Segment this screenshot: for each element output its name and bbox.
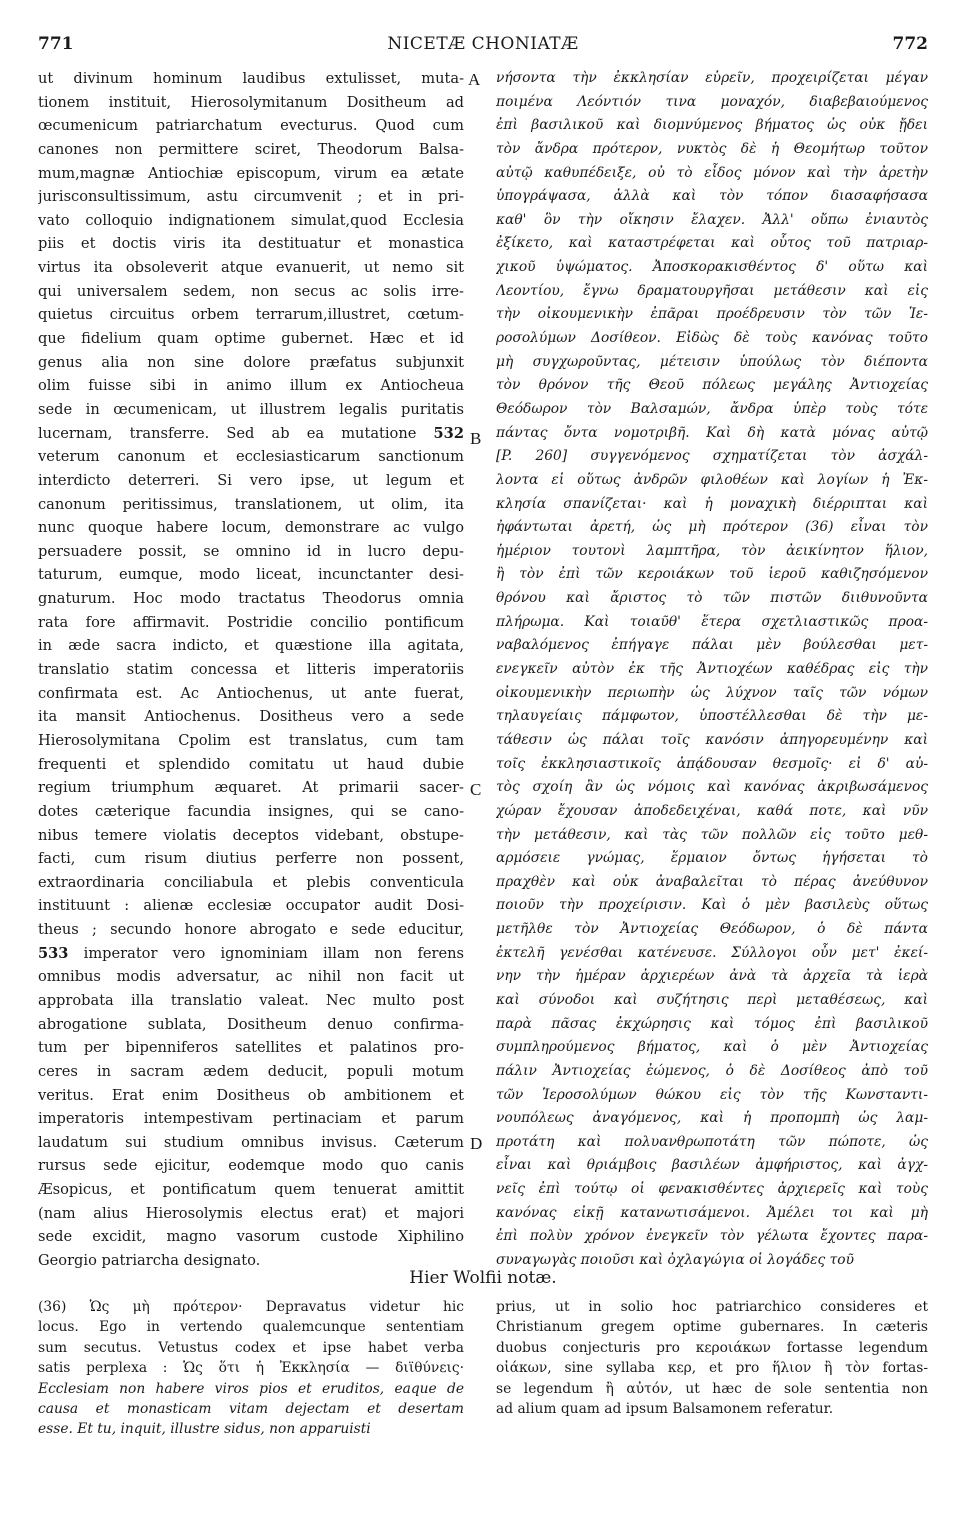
greek-line: ροσολύμων Δοσίθεον. Εἰδὼς δὲ τοὺς κανόνας τοῦτο bbox=[496, 330, 928, 347]
latin-line: canonum peritissimus, translationem, ut olim, ita bbox=[38, 495, 464, 513]
latin-line: ita mansit Antiochenus. Dositheus vero a sede bbox=[38, 708, 464, 726]
note-line: sum secutus. Vetustus codex et ipse habet verba bbox=[38, 1339, 464, 1356]
greek-line: χώραν ἔχουσαν ἀποδεδειχέναι, καθά ποτε, καὶ νῦν bbox=[496, 802, 928, 819]
latin-line: imperatoris intempestivam pertinaciam et parum bbox=[38, 1110, 464, 1128]
latin-line: genus alia non sine dolore præfatus subjunxit bbox=[38, 353, 464, 371]
latin-line: Hierosolymitana Cpolim est translatus, cum tam bbox=[38, 731, 464, 749]
latin-line: ut divinum hominum laudibus extulisset, muta- bbox=[38, 70, 464, 87]
latin-line: in æde sacra indicto, et quæstione illa agitata, bbox=[38, 637, 464, 655]
greek-line: τὸν ἄνδρα πρότερον, νυκτὸς δὲ ἡ Θεομήτωρ τοῦτον bbox=[496, 140, 928, 157]
greek-line: ἐξίκετο, καὶ καταστρέφεται καὶ οὗτος τοῦ πατριαρ- bbox=[496, 235, 928, 252]
greek-line: τοῖς ἐκκλησιαστικοῖς ἀπᾴδουσαν θεσμοῖς· εἰ δ' αὐ- bbox=[496, 755, 928, 772]
latin-line: rursus sede ejicitur, eodemque modo quo canis bbox=[38, 1157, 464, 1175]
latin-line: Georgio patriarcha designato. bbox=[38, 1252, 261, 1270]
greek-line: καθ' ὃν τὴν οἴκησιν ἔλαχεν. Ἀλλ' οὔπω ἐνιαυτὸς bbox=[496, 211, 928, 228]
greek-line: εἶναι καὶ θριάμβοις βασιλέων ἀμφήριστος, καὶ ἀγχ- bbox=[496, 1157, 928, 1174]
note-line: Christianum gregem optime gubernares. In cæteris bbox=[496, 1319, 928, 1336]
greek-line: πραχθὲν καὶ οὐκ ἀναβαλεῖται τὸ πέρας ἀνεύθυνον bbox=[496, 873, 928, 890]
note-line: (36) Ὡς μὴ πρότερον· Depravatus videtur hic bbox=[38, 1299, 464, 1315]
greek-line: νουπόλεως ἀναγόμενος, καὶ ἡ προπομπὴ ὡς λαμ- bbox=[496, 1110, 928, 1127]
latin-line: instituunt : alienæ ecclesiæ occupator audit Dosi- bbox=[38, 897, 464, 915]
note-line: duobus conjecturis pro κεροιάκων fortasse legendum bbox=[496, 1339, 928, 1356]
latin-line: interdicto deterreri. Si vero ipse, ut legum et bbox=[38, 471, 464, 489]
greek-line: μὴ συγχωροῦντας, μέτεισιν ὑπούλως τὸν διέποντα bbox=[496, 353, 928, 370]
greek-line: προτάτη καὶ πολυανθρωποτάτη τῶν πώποτε, ὡς bbox=[496, 1133, 928, 1150]
latin-line: nibus temere violatis deceptos videbant, obstupe- bbox=[38, 826, 464, 844]
latin-line: virtus ita obsoleverit atque evanuerit, ut nemo sit bbox=[38, 259, 464, 277]
page-number-right: 772 bbox=[892, 34, 928, 54]
greek-line: ὑπογράψασα, ἀλλὰ καὶ τὸν τόπον διασαφήσασα bbox=[496, 188, 928, 205]
latin-line: mum,magnæ Antiochiæ episcopum, virum ea ætate bbox=[38, 164, 464, 182]
greek-line: ποιοῦν τὴν προχείρισιν. Καὶ ὁ μὲν βασιλεὺς οὕτως bbox=[496, 897, 928, 914]
latin-line: translatio statim concessa et litteris imperatoriis bbox=[38, 661, 464, 679]
latin-line: Æsopicus, et pontificatum quem tenuerat amittit bbox=[38, 1181, 464, 1199]
greek-line: καὶ σύνοδοι καὶ συζήτησις περὶ μεταθέσεως, καὶ bbox=[496, 991, 928, 1008]
greek-line: αὐτῷ καθυπέδειξε, οὐ τὸ εἶδος μόνον καὶ τὴν ἀρετὴν bbox=[496, 164, 928, 181]
greek-line: Θεόδωρον τὸν Βαλσαμών, ἄνδρα ὑπὲρ τοὺς τότε bbox=[496, 400, 928, 417]
latin-line: laudatum sui studium omnibus invisus. Cæterum bbox=[38, 1133, 464, 1151]
latin-line: dotes cæterique facundia insignes, qui se cano- bbox=[38, 802, 464, 820]
greek-line: παρὰ πᾶσας ἐκχώρησις καὶ τόμος ἐπὶ βασιλικοῦ bbox=[496, 1015, 928, 1032]
greek-line: ἐπὶ βασιλικοῦ καὶ διομνύμενος βήματος ὡς οὐκ ᾔδει bbox=[496, 117, 928, 134]
note-line: Ecclesiam non habere viros pios et eruditos, eaque de bbox=[38, 1380, 464, 1397]
greek-line: αρμόσειε γνώμας, ἕρμαιον ὄντως ἡγήσεται τὸ bbox=[496, 850, 928, 867]
greek-line: τάθεσιν ὡς πάλαι τοῖς κανόσιν ἀπηγορευμένην καὶ bbox=[496, 731, 928, 748]
greek-line: οἰκουμενικὴν περιωπὴν ὡς λύχνον ταῖς τῶν νόμων bbox=[496, 684, 928, 701]
greek-line: νην τὴν ἡμέραν ἀρχιερέων ἀνὰ τὰ ἀρχεῖα τὰ ἱερὰ bbox=[496, 968, 928, 985]
notes-left-column bbox=[38, 1297, 464, 1440]
greek-line: τὴν μετάθεσιν, καὶ τὰς τῶν πολλῶν εἰς τοῦτο μεθ- bbox=[496, 826, 928, 843]
greek-line: νήσοντα τὴν ἐκκλησίαν εὑρεῖν, προχειρίζεται μέγαν bbox=[496, 70, 928, 86]
greek-line: πάντας ὄντα νομοτριβῆ. Καὶ δὴ κατὰ μόνας αὐτῷ bbox=[496, 424, 928, 441]
greek-line: συναγωγὰς ποιοῦσι καὶ ὀχλαγώγια οἱ λογάδες τοῦ bbox=[496, 1252, 854, 1269]
greek-line: κανόνας εἰκῇ κατανωτισάμενοι. Ἀμέλει τοι καὶ μὴ bbox=[496, 1204, 928, 1221]
column-number: 532 bbox=[433, 424, 464, 442]
greek-line: μετῆλθε τὸν Ἀντιοχείας Θεόδωρον, ὁ δὲ πάντα bbox=[496, 921, 928, 938]
greek-line: τηλαυγείαις πάμφωτον, ὑποστέλλεσθαι δὲ τὴν με- bbox=[496, 708, 928, 725]
latin-line: piis et doctis viris ita destituatur et monastica bbox=[38, 235, 464, 253]
latin-line: vato colloquio indignationem simulat,quod Ecclesia bbox=[38, 211, 464, 229]
greek-line: ἢ τὸν ἐπὶ τῶν κεροιάκων τοῦ ἱεροῦ καθιζησόμενον bbox=[496, 566, 928, 583]
latin-line: persuadere possit, se omnino id in lucro depu- bbox=[38, 542, 464, 560]
note-line: causa et monasticam vitam dejectam et desertam bbox=[38, 1400, 464, 1417]
note-line: prius, ut in solio hoc patriarchico consideres et bbox=[496, 1299, 928, 1315]
latin-line: gnaturum. Hoc modo tractatus Theodorus omnia bbox=[38, 590, 464, 608]
latin-line: quietus circuitus orbem terrarum,illustret, cœtum- bbox=[38, 306, 464, 324]
running-title: NICETÆ CHONIATÆ bbox=[387, 34, 579, 54]
latin-line: frequenti et splendido comitatu ut haud dubie bbox=[38, 755, 464, 773]
greek-line: ἐπὶ πολὺν χρόνον ἐνεγκεῖν τὸν γέλωτα ἔχοντες παρα- bbox=[496, 1228, 928, 1245]
greek-line: χικοῦ ὑψώματος. Ἀποσκορακισθέντος δ' οὕτω καὶ bbox=[496, 259, 928, 276]
latin-line: facti, cum risum diutius perferre non possent, bbox=[38, 850, 464, 868]
greek-line: λοντα εἰ οὕτως ἀνδρῶν φιλοθέων καὶ λογίων ἡ Ἐκ- bbox=[496, 471, 928, 488]
latin-line: 533 imperator vero ignominiam illam non ferens bbox=[38, 944, 464, 962]
latin-line: taturum, eumque, modo liceat, incunctanter desi- bbox=[38, 566, 464, 584]
greek-line: ποιμένα Λεόντιόν τινα μοναχόν, διαβεβαιούμενος bbox=[496, 93, 928, 110]
latin-line: olim fuisse sibi in animo illum ex Antiocheua bbox=[38, 377, 464, 395]
latin-line: qui universalem sedem, non secus ac solis irre- bbox=[38, 282, 464, 300]
greek-line: τὸς σχοίη ἂν ὡς νόμοις καὶ κανόνας ἀκριβωσάμενος bbox=[496, 779, 928, 796]
latin-line: omnibus modis adversatur, ac nihil non facit ut bbox=[38, 968, 464, 986]
greek-line: τὸν θρόνον τῆς Θεοῦ πόλεως μεγάλης Ἀντιοχείας bbox=[496, 377, 928, 394]
running-header bbox=[38, 34, 928, 58]
latin-line: nunc quoque habere locum, demonstrare ac vulgo bbox=[38, 519, 464, 537]
note-line: satis perplexa : Ὡς ὅτι ἡ Ἐκκλησία — διϊθύνεις· bbox=[38, 1360, 464, 1377]
margin-letter-c: C bbox=[470, 780, 482, 799]
note-line: se legendum ἢ αὐτόν, ut hæc de sole sententia non bbox=[496, 1380, 928, 1397]
latin-line: lucernam, transferre. Sed ab ea mutatione 532 bbox=[38, 424, 464, 442]
greek-line: πάλιν Ἀντιοχείας ἐώμενος, ὁ δὲ Δοσίθεος ἀπὸ τοῦ bbox=[496, 1062, 928, 1079]
latin-line: jurisconsultissimum, astu circumvenit ; et in pri- bbox=[38, 188, 464, 206]
latin-line: (nam alius Hierosolymis electus erat) et majori bbox=[38, 1204, 464, 1222]
latin-line: œcumenicum patriarchatum evecturus. Quod cum bbox=[38, 117, 464, 135]
margin-letter-b: B bbox=[470, 429, 482, 448]
latin-line: rata fore affirmavit. Postridie concilio pontificum bbox=[38, 613, 464, 631]
greek-line: συμπληρούμενος βήματος, καὶ ὁ μὲν Ἀντιοχείας bbox=[496, 1039, 928, 1056]
latin-line: tionem instituit, Hierosolymitanum Dositheum ad bbox=[38, 93, 464, 111]
page-number-left: 771 bbox=[38, 34, 74, 54]
notes-right-column bbox=[496, 1297, 928, 1419]
latin-line: abrogatione sublata, Dositheum denuo confirma- bbox=[38, 1015, 464, 1033]
latin-line: ceres in sacram ædem deducit, populi motum bbox=[38, 1062, 464, 1080]
notes-heading: Hier Wolfii notæ. bbox=[409, 1268, 557, 1288]
margin-letter-d: D bbox=[470, 1134, 483, 1153]
latin-line: sede in œcumenicam, ut illustrem legalis puritatis bbox=[38, 400, 464, 418]
latin-column bbox=[38, 67, 464, 1273]
note-line: locus. Ego in vertendo qualemcunque sententiam bbox=[38, 1319, 464, 1336]
latin-line: canones non permittere sciret, Theodorum Balsa- bbox=[38, 140, 464, 158]
greek-line: Λεοντίου, ἔγνω δραματουργῆσαι μετάθεσιν καὶ εἰς bbox=[496, 282, 928, 299]
greek-line: κλησία σπανίζεται· καὶ ἡ μοναχικὴ διέρριπται καὶ bbox=[496, 495, 928, 512]
greek-line: τῶν Ἱεροσολύμων θώκου εἰς τὸν τῆς Κωνσταντι- bbox=[496, 1086, 928, 1103]
greek-line: νεῖς ἐπὶ τούτῳ οἱ φενακισθέντες ἀρχιερεῖς καὶ τοὺς bbox=[496, 1181, 928, 1198]
greek-line: ναβαλόμενος ἐπήγαγε πάλαι μὲν βούλεσθαι μετ- bbox=[496, 637, 928, 654]
greek-line: ἡμέριον τουτονὶ λαμπτῆρα, τὸν ἀεικίνητον ἥλιον, bbox=[496, 542, 928, 559]
latin-line: tum per bipenniferos satellites et palatinos pro- bbox=[38, 1039, 464, 1057]
greek-line: τὴν οἰκουμενικὴν ἐπᾶραι προέδρευσιν τὸν τῶν Ἱε- bbox=[496, 306, 928, 323]
greek-line: [P. 260] συγγενόμενος σχηματίζεται τὸν ἀσχάλ- bbox=[496, 448, 928, 465]
latin-line: que fidelium quam optime gubernet. Hæc et id bbox=[38, 330, 464, 348]
note-line: οἰάκων, sine syllaba κερ, et pro ἥλιον ἢ τὸν fortas- bbox=[496, 1360, 928, 1377]
greek-line: ἐκτελῆ γενέσθαι κατένευσε. Σύλλογοι οὖν μετ' ἐκεί- bbox=[496, 944, 928, 961]
latin-line: sede excidit, magno vasorum custode Xiphilino bbox=[38, 1228, 464, 1246]
column-number: 533 bbox=[38, 944, 69, 962]
latin-line: regium triumphum æquaret. At primarii sacer- bbox=[38, 779, 464, 797]
latin-line: extraordinaria conciliabula et plebis conventicula bbox=[38, 873, 464, 891]
latin-line: veterum canonum et ecclesiasticarum sanctionum bbox=[38, 448, 464, 466]
greek-line: ενεγκεῖν αὐτὸν ἐκ τῆς Ἀντιοχέων καθέδρας εἰς τὴν bbox=[496, 661, 928, 678]
greek-line: πλήρωμα. Καὶ τοιαῦθ' ἕτερα σχετλιαστικῶς προα- bbox=[496, 613, 928, 630]
latin-line: veritus. Erat enim Dositheus ob ambitionem et bbox=[38, 1086, 464, 1104]
latin-line: confirmata est. Ac Antiochenus, ut ante fuerat, bbox=[38, 684, 464, 702]
latin-line: theus ; secundo honore abrogato e sede educitur, bbox=[38, 921, 464, 939]
greek-column bbox=[496, 67, 928, 1273]
latin-line: approbata illa translatio valeat. Nec multo post bbox=[38, 991, 464, 1009]
margin-letter-a: A bbox=[468, 70, 481, 89]
greek-line: θρόνου καὶ ἄριστος τὸ τῶν πιστῶν διιθυνοῦντα bbox=[496, 590, 928, 607]
greek-line: ἠφάντωται ἀρετή, ὡς μὴ πρότερον (36) εἶναι τὸν bbox=[496, 519, 928, 536]
note-line: ad alium quam ad ipsum Balsamonem referatur. bbox=[496, 1400, 834, 1417]
note-line: esse. Et tu, inquit, illustre sidus, non apparuisti bbox=[38, 1421, 371, 1438]
